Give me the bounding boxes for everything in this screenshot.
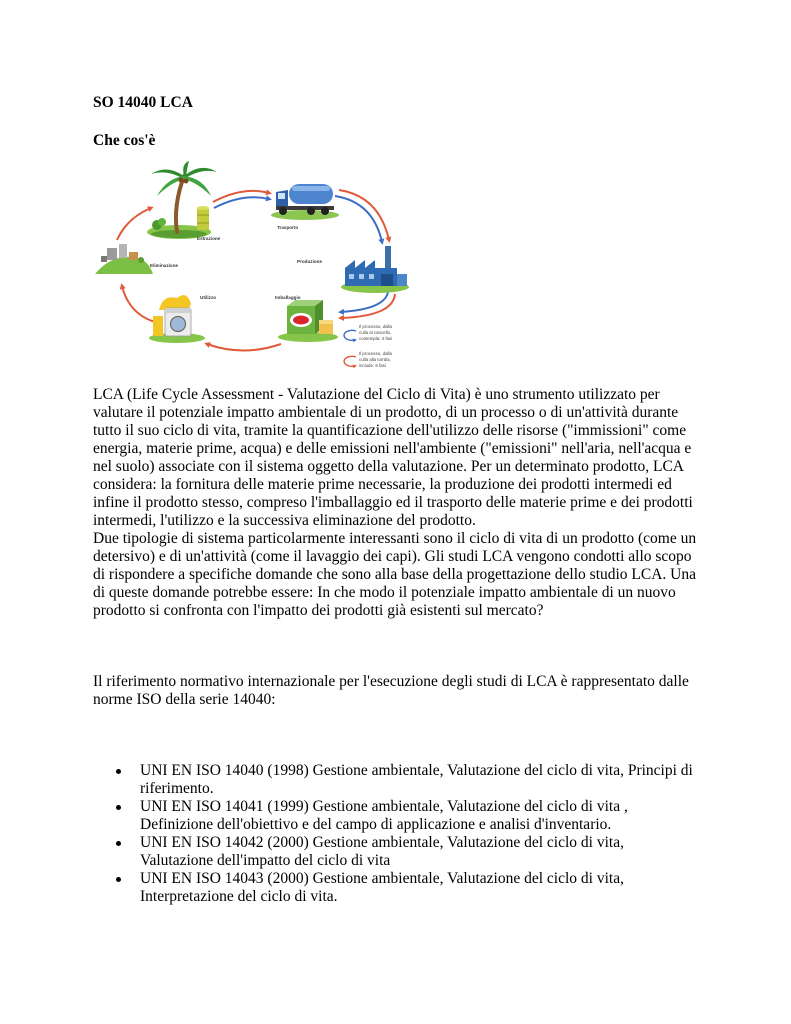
- stage-label-estrazione: Estrazione: [197, 236, 221, 241]
- paragraph-line: norme ISO della serie 14040:: [93, 691, 276, 708]
- paragraph-line: tutto il suo ciclo di vita, tramite la quantificazione dell'utilizzo delle risorse ("immissioni" come: [93, 422, 687, 439]
- bullet-icon: [116, 769, 121, 774]
- paragraph-line: nel suolo) associate con il sistema oggetto della valutazione. Per un determinato prodotto, LCA: [93, 458, 685, 475]
- list-item-line: Valutazione dell'impatto del ciclo di vita: [140, 852, 391, 869]
- paragraph-line: Il riferimento normativo internazionale per l'esecuzione degli studi di LCA è rappresentato dalle: [93, 673, 689, 690]
- legend-text: culla alla tomba,: [359, 357, 391, 362]
- washing-machine-icon: [149, 295, 205, 343]
- stage-label-utilizzo: Utilizzo: [200, 295, 217, 300]
- list-item-line: UNI EN ISO 14041 (1999) Gestione ambientale, Valutazione del ciclo di vita ,: [140, 798, 628, 815]
- paragraph-line: LCA (Life Cycle Assessment - Valutazione del Ciclo di Vita) è uno strumento utilizzato per: [93, 386, 660, 403]
- cycle-arrow-red: [213, 191, 269, 202]
- paragraph-line: infine il prodotto stesso, compreso l'imballaggio ed il trasporto delle materie prime e dei prodotti: [93, 494, 693, 511]
- list-item: [93, 870, 693, 906]
- section-heading: Che cos'è: [93, 132, 156, 149]
- cycle-arrow-red: [117, 208, 151, 240]
- paragraph-line: detersivo) e di un'attività (come il lavaggio dei capi). Gli studi LCA vengono condotti allo scopo: [93, 548, 692, 565]
- landfill-icon: [95, 244, 153, 274]
- list-item-line: UNI EN ISO 14040 (1998) Gestione ambientale, Valutazione del ciclo di vita, Principi di: [140, 762, 693, 779]
- list-item-line: UNI EN ISO 14042 (2000) Gestione ambientale, Valutazione del ciclo di vita,: [140, 834, 624, 851]
- cycle-arrow-blue: [341, 292, 388, 312]
- oil-barrel-icon: [197, 206, 209, 230]
- stage-label-trasporto: Trasporto: [277, 225, 299, 230]
- list-item-line: Interpretazione del ciclo di vita.: [140, 888, 338, 905]
- detergent-box-icon: [278, 300, 338, 342]
- paragraph-line: Due tipologie di sistema particolarmente interessanti sono il ciclo di vita di un prodotto (come un: [93, 530, 697, 547]
- standards-list: [93, 762, 693, 906]
- stage-label-imballaggio: Imballaggio: [275, 295, 301, 300]
- tanker-truck-icon: [271, 184, 339, 220]
- legend-text: Il processo, dalla: [359, 351, 392, 356]
- bullet-icon: [116, 841, 121, 846]
- stage-label-produzione: Produzione: [297, 259, 323, 264]
- paragraph-line: prodotto si confronta con l'impatto dei prodotti già esistenti sul mercato?: [93, 602, 544, 619]
- stage-label-eliminazione: Eliminazione: [150, 263, 179, 268]
- diagram-legend: [344, 324, 392, 368]
- legend-text: contempla: 4 fasi: [359, 336, 393, 341]
- list-item-line: UNI EN ISO 14043 (2000) Gestione ambientale, Valutazione del ciclo di vita,: [140, 870, 624, 887]
- paragraph-line: di queste domande potrebbe essere: In che modo il potenziale impatto ambientale di un nuovo: [93, 584, 676, 601]
- cycle-arrow-red: [207, 344, 281, 351]
- cycle-arrow-red: [341, 294, 395, 318]
- intro-paragraph: [93, 386, 696, 620]
- list-item: [93, 834, 693, 870]
- cycle-arrow-blue: [214, 197, 269, 208]
- legend-text: culla al cancello,: [359, 330, 392, 335]
- cycle-arrow-red: [339, 190, 389, 240]
- reference-paragraph: [93, 673, 689, 709]
- legend-text: include: 6 fasi: [359, 363, 386, 368]
- blue-cycle-arrow-icon: [344, 330, 356, 340]
- list-item-line: Definizione dell'obiettivo e del campo di applicazione e analisi d'inventario.: [140, 816, 612, 833]
- list-item: [93, 798, 693, 834]
- cycle-arrow-red: [122, 286, 155, 322]
- document-title: SO 14040 LCA: [93, 94, 193, 111]
- legend-text: Il processo, dalla: [359, 324, 392, 329]
- list-item: [93, 762, 693, 798]
- paragraph-line: di rispondere a specifiche domande che sono alla base della progettazione dello studio LCA. Una: [93, 566, 697, 583]
- factory-icon: [341, 246, 409, 293]
- red-cycle-arrow-icon: [344, 356, 356, 366]
- paragraph-line: valutare il potenziale impatto ambientale di un prodotto, di un processo o di un'attività durante: [93, 404, 679, 421]
- lca-cycle-diagram: [93, 160, 413, 380]
- list-item-line: riferimento.: [140, 780, 214, 797]
- paragraph-line: intermedi, l'utilizzo e la successiva eliminazione del prodotto.: [93, 512, 476, 529]
- paragraph-line: energia, materie prime, acqua) e delle emissioni nell'ambiente ("emissioni" nell'aria, nell'acqua e: [93, 440, 692, 457]
- cycle-arrow-blue: [335, 196, 382, 242]
- paragraph-line: considera: la fornitura delle materie prime necessarie, la produzione dei prodotti intermedi ed: [93, 476, 672, 493]
- bullet-icon: [116, 877, 121, 882]
- bullet-icon: [116, 805, 121, 810]
